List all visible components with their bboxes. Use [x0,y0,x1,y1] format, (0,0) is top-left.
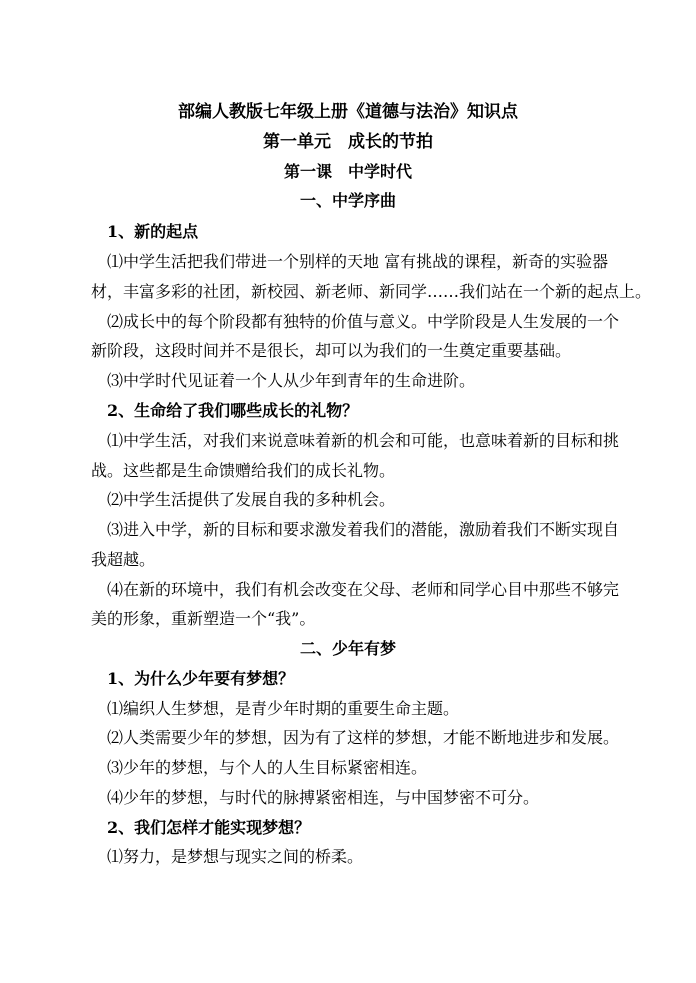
document-title: 部编人教版七年级上册《道德与法治》知识点 [178,102,518,122]
paragraph-line: ⑴中学生活，对我们来说意味着新的机会和可能，也意味着新的目标和挑 [107,431,620,450]
topic-heading: 1、新的起点 [107,222,199,241]
paragraph-line: ⑴努力，是梦想与现实之间的桥柔。 [107,847,364,866]
paragraph-line: ⑶少年的梦想，与个人的人生目标紧密相连。 [107,758,428,777]
topic-heading: 2、我们怎样才能实现梦想？ [107,818,311,837]
paragraph-line: 美的形象，重新塑造一个“我”。 [91,609,316,628]
section-heading: 二、少年有梦 [299,639,396,658]
paragraph-line: ⑴编织人生梦想，是青少年时期的重要生命主题。 [107,699,460,718]
section-heading: 一、中学序曲 [299,191,396,210]
paragraph-line: ⑴中学生活把我们带进一个别样的天地 富有挑战的课程，新奇的实验器 [107,252,609,271]
topic-heading: 1、为什么少年要有梦想？ [107,669,295,688]
paragraph-line: 材，丰富多彩的社团，新校园、新老师、新同学……我们站在一个新的起点上。 [91,282,652,301]
lesson-title: 第一课 中学时代 [283,162,412,181]
unit-title: 第一单元 成长的节拍 [263,132,433,152]
paragraph-line: 新阶段，这段时间并不是很长，却可以为我们的一生奠定重要基础。 [91,341,572,360]
paragraph-line: ⑷少年的梦想，与时代的脉搏紧密相连，与中国梦密不可分。 [107,788,540,807]
paragraph-line: 战。这些都是生命馈赠给我们的成长礼物。 [91,461,396,480]
topic-heading: 2、生命给了我们哪些成长的礼物？ [107,401,359,420]
paragraph-line: ⑷在新的环境中，我们有机会改变在父母、老师和同学心目中那些不够完 [107,580,620,599]
paragraph-line: 我超越。 [91,550,156,569]
paragraph-line: ⑵成长中的每个阶段都有独特的价值与意义。中学阶段是人生发展的一个 [107,312,620,331]
paragraph-line: ⑵中学生活提供了发展自我的多种机会。 [107,490,396,509]
paragraph-line: ⑶中学时代见证着一个人从少年到青年的生命进阶。 [107,371,476,390]
paragraph-line: ⑶进入中学，新的目标和要求激发着我们的潜能，激励着我们不断实现自 [107,520,620,539]
paragraph-line: ⑵人类需要少年的梦想，因为有了这样的梦想，才能不断地进步和发展。 [107,728,620,747]
